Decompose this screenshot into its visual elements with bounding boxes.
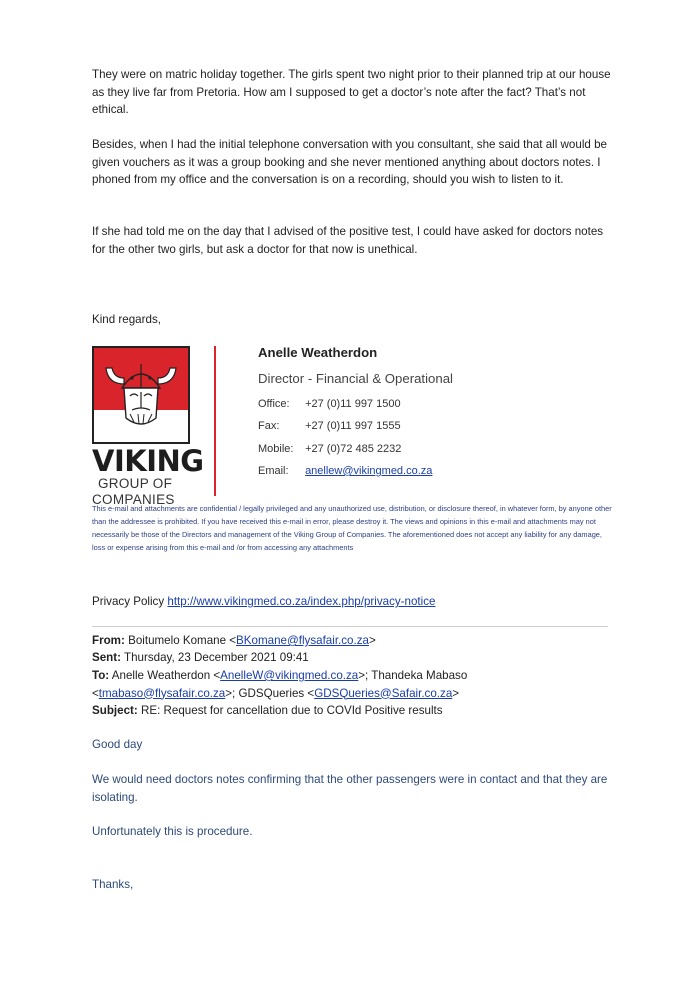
from-label: From: (92, 634, 125, 647)
quoted-separator (92, 626, 608, 627)
to-name-1: Anelle Weatherdon < (111, 669, 221, 682)
email-label: Email: (258, 465, 289, 477)
to-open-2: < (92, 686, 99, 700)
quoted-sent (92, 649, 612, 667)
subject-text: RE: Request for cancellation due to COVId Positive results (140, 704, 443, 717)
to-label: To: (92, 669, 110, 682)
viking-emblem (92, 346, 190, 444)
quoted-from (92, 632, 612, 650)
viking-helmet-icon (94, 348, 188, 442)
signature-fax (258, 420, 401, 432)
to-email-link-3[interactable]: GDSQueries@Safair.co.za (314, 686, 453, 700)
logo-subline-1: GROUP OF (98, 476, 173, 491)
to-end: > (452, 686, 460, 700)
subject-label: Subject: (92, 704, 138, 717)
fax-label: Fax: (258, 420, 280, 432)
from-end: > (368, 634, 376, 647)
to-mid-1: >; Thandeka Mabaso (358, 669, 468, 682)
mobile-number: +27 (0)72 485 2232 (305, 443, 402, 455)
signature-mobile (258, 443, 401, 455)
privacy-policy-line (92, 593, 612, 611)
privacy-policy-link[interactable]: http://www.vikingmed.co.za/index.php/privacy-notice (167, 595, 436, 608)
viking-logo (92, 346, 204, 508)
fax-number: +27 (0)11 997 1555 (305, 420, 401, 432)
body-paragraph-1: They were on matric holiday together. The girls spent two night prior to their planned trip at our house as they live far from Pretoria. How am I supposed to get a doctor’s note after the fact? That’s not ethical. (92, 68, 611, 116)
quoted-greeting: Good day (92, 738, 143, 751)
to-email-link-1[interactable]: AnelleW@vikingmed.co.za (220, 669, 359, 682)
signature-title: Director - Financial & Operational (258, 371, 453, 386)
office-label: Office: (258, 398, 290, 410)
quoted-message-1: We would need doctors notes confirming that the other passengers were in contact and that they are isolating. (92, 773, 608, 804)
logo-wordmark: VIKING (92, 444, 204, 478)
quoted-subject (92, 702, 612, 720)
body-paragraph-3: If she had told me on the day that I advised of the positive test, I could have asked for doctors notes for the other two girls, but ask a doctor for that now is unethical. (92, 225, 604, 256)
quoted-to (92, 667, 612, 702)
quoted-thanks: Thanks, (92, 878, 134, 891)
signature-name: Anelle Weatherdon (258, 345, 378, 360)
legal-disclaimer: This e-mail and attachments are confidential / legally privileged and any unauthorized use, distribution, or disclosure thereof, in whatever form, by anyone other than the addressee is prohibited. If you have received this e-mail in error, please destroy it. The views and opinions in this e-mail and attachments may not necessarily be those of the Directors and management of the Viking Group of Companies. The aforementioned does not accept any liability for any damage, loss or expense arising from this e-mail and /or from accessing any attachments (92, 504, 612, 552)
sent-date: Thursday, 23 December 2021 09:41 (124, 651, 309, 664)
office-number: +27 (0)11 997 1500 (305, 398, 401, 410)
closing-line: Kind regards, (92, 313, 161, 326)
signature-email (258, 465, 432, 477)
to-email-link-2[interactable]: tmabaso@flysafair.co.za (98, 686, 226, 700)
body-paragraph-2: Besides, when I had the initial telephone conversation with you consultant, she said that all would be given vouchers as it was a group booking and she never mentioned anything about doctors notes. I phoned from my office and the conversation is on a recording, should you wish to listen to it. (92, 138, 607, 186)
signature-email-link[interactable]: anellew@vikingmed.co.za (305, 465, 433, 477)
signature-divider (214, 346, 216, 496)
to-mid-2: >; GDSQueries < (225, 686, 315, 700)
from-name: Boitumelo Komane < (128, 634, 237, 647)
from-email-link[interactable]: BKomane@flysafair.co.za (236, 634, 369, 647)
logo-subline-2: COMPANIES (92, 492, 175, 507)
signature-office (258, 398, 401, 410)
mobile-label: Mobile: (258, 443, 294, 455)
quoted-message-2: Unfortunately this is procedure. (92, 825, 253, 838)
sent-label: Sent: (92, 651, 121, 664)
privacy-label: Privacy Policy (92, 595, 165, 608)
